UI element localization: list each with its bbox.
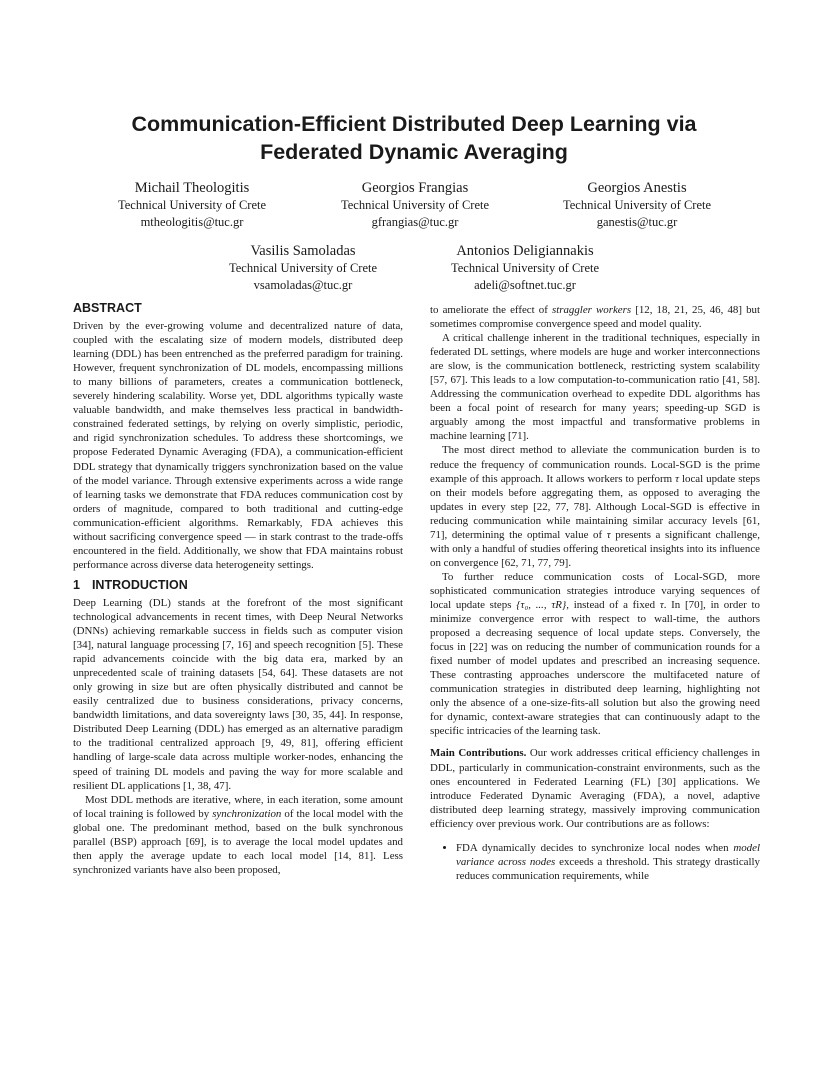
right-paragraph-2: A critical challenge inherent in the traditional techniques, especially in federated DL settings, where models are huge and worker interconnections are slow, is the communication bottleneck, restricting system scalability [57, 67]. This leads to a low computation-to-communication ratio [41, 58]. Addressing the communication overhead to expedite DDL algorithms has been a focal point of research for many years; speeding-up SGD is arguably among the most impactful and transformative problems in machine learning [71]. (430, 332, 760, 443)
abstract-heading: ABSTRACT (73, 301, 142, 315)
author-block-5 (415, 242, 635, 293)
author-name: Antonios Deligiannakis (456, 243, 594, 259)
author-email: gfrangias@tuc.gr (371, 214, 459, 229)
left-column (73, 301, 403, 877)
author-block-3 (527, 179, 747, 230)
paper-title (0, 110, 828, 166)
author-email: vsamoladas@tuc.gr (253, 277, 353, 292)
introduction-heading (73, 578, 403, 592)
author-name: Vasilis Samoladas (250, 243, 356, 259)
contributions-paragraph: Main Contributions. Our work addresses critical efficiency challenges in DDL, particularly in communication-constraint environments, such as the ones encountered in Federated Learning (FL) [30] applications. We introduce Federated Dynamic Averaging (FDA), a novel, adaptive distributed deep learning strategy, massively improving communication efficiency over previous work. Our contributions are as follows: (430, 747, 760, 830)
abstract-text: Driven by the ever-growing volume and decentralized nature of data, coupled with the escalating size of modern models, distributed deep learning (DDL) has been entrenched as the preferred paradigm for training. However, frequent synchronization of DL models, encompassing millions to many billions of parameters, creates a communication bottleneck, severely hindering scalability. Worse yet, DDL algorithms typically waste valuable bandwidth, and make themselves less practical in bandwidth-constrained federated settings, by relying on overly simplistic, periodic, and rigid synchronization schedules. To address these shortcomings, we propose Federated Dynamic Averaging (FDA), a communication-efficient DDL strategy that dynamically triggers synchronization based on the value of the model variance. Through extensive experiments across a wide range of learning tasks we demonstrate that FDA reduces communication cost by orders of magnitude, compared to both traditional and cutting-edge communication-efficient algorithms. Remarkably, FDA achieves this without sacrificing convergence speed — in stark contrast to the trade-offs encountered in the field. Additionally, we show that FDA maintains robust performance across diverse data heterogeneity settings. (73, 320, 403, 571)
author-email: adeli@softnet.tuc.gr (474, 277, 576, 292)
title-line-1: Communication-Efficient Distributed Deep Learning via (131, 112, 697, 136)
right-paragraph-1: to ameliorate the effect of straggler workers [12, 18, 21, 25, 46, 48] but sometimes compromise convergence speed and model quality. (430, 304, 760, 331)
author-block-2 (305, 179, 525, 230)
author-affiliation: Technical University of Crete (340, 198, 490, 212)
author-affiliation: Technical University of Crete (228, 261, 378, 275)
arxiv-sidebar (10, 272, 58, 672)
author-name: Georgios Anestis (587, 180, 687, 196)
intro-paragraph-2: Most DDL methods are iterative, where, in each iteration, some amount of local training is followed by synchronization of the local model with the global one. The predominant method, based on the bulk synchronous parallel (BSP) approach [69], is to average the local model updates and then apply the average update to each local model [14, 81]. Less synchronized variants have also been proposed, (73, 793, 403, 876)
author-email: ganestis@tuc.gr (596, 214, 678, 229)
author-affiliation: Technical University of Crete (562, 198, 712, 212)
author-email: mtheologitis@tuc.gr (140, 214, 244, 229)
section-number: 1 (73, 577, 80, 592)
intro-paragraph-1: Deep Learning (DL) stands at the forefront of the most significant technological advancements in recent times, with Deep Neural Networks (DNNs) achieving remarkable success in fields such as computer vision [34], natural language processing [7, 16] and speech recognition [5]. These rapid advancements coincide with the big data era, marked by an unprecedented scale of training datasets [54, 64]. These datasets are not only growing in size but are often physically distributed and cannot be easily centralized due to business considerations, privacy concerns, bandwidth limitations, and data sovereignty laws [30, 35, 44]. In response, Distributed Deep Learning (DDL) has emerged as an alternative paradigm to the traditional centralized approach [9, 49, 81], offering efficient handling of large-scale data across multiple worker-nodes, enhancing the speed of training DL models and paving the way for more scalable and resilient DL applications [1, 38, 47]. (73, 596, 403, 792)
author-affiliation: Technical University of Crete (450, 261, 600, 275)
author-affiliation: Technical University of Crete (117, 198, 267, 212)
author-block-4 (193, 242, 413, 293)
title-line-2: Federated Dynamic Averaging (260, 140, 568, 164)
author-name: Georgios Frangias (361, 180, 469, 196)
right-paragraph-4: To further reduce communication costs of Local-SGD, more sophisticated communication strategies introduce varying sequences of local update steps {τ₀, ..., τR}, instead of a fixed τ. In [70], in order to minimize convergence error with respect to wall-time, the authors proposed a decreasing sequence of local update steps. Conversely, the focus in [22] was on reducing the number of communication rounds for a fixed number of model updates and prescribed an increasing sequence. These contrasting approaches underscore the multifaceted nature of communication strategies in distributed deep learning, highlighting not only the absence of a one-size-fits-all solution but also the growing need for dynamic, context-aware strategies that can continuously adapt to the specific intricacies of the learning task. (430, 570, 760, 738)
right-paragraph-3: The most direct method to alleviate the communication burden is to reduce the frequency of communication rounds. Local-SGD is the prime example of this approach. It allows workers to perform τ local update steps on their models before aggregating them, as opposed to averaging the updates in every step [22, 77, 78]. Although Local-SGD is effective in reducing communication while maintaining similar accuracy levels [61, 71], determining the optimal value of τ presents a significant challenge, with only a handful of studies offering theoretical insights into its influence on convergence [62, 71, 77, 79]. (430, 444, 760, 569)
contributions-list (430, 841, 760, 883)
section-title: INTRODUCTION (91, 577, 188, 592)
arxiv-id-vertical (10, 272, 58, 672)
author-block-1 (82, 179, 302, 230)
right-column (430, 303, 760, 883)
list-item: • FDA dynamically decides to synchronize local nodes when model variance across nodes exceeds a threshold. This strategy drastically reduces communication requirements, while (456, 841, 760, 883)
author-name: Michail Theologitis (134, 180, 250, 196)
contributions-heading: Main Contributions. (430, 747, 527, 760)
